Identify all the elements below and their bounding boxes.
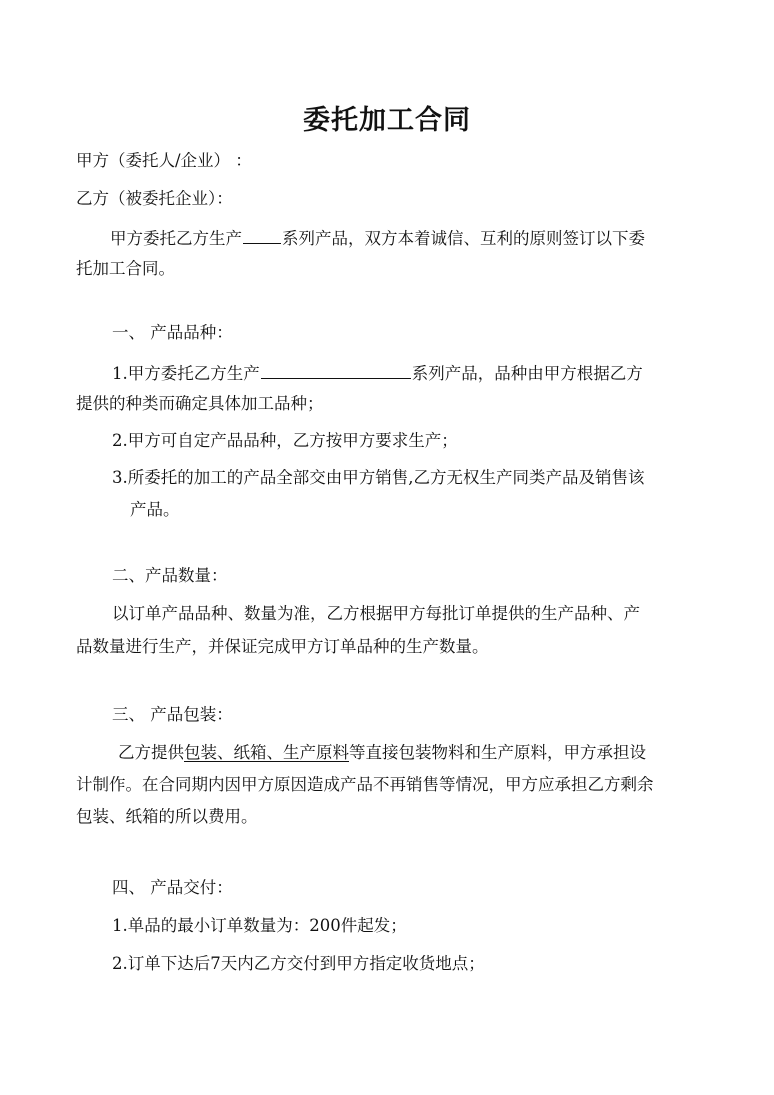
section-4-item-1: 1.单品的最小订单数量为：200件起发；: [112, 916, 407, 935]
section-1-item-2: 2.甲方可自定产品品种，乙方按甲方要求生产；: [112, 431, 458, 450]
section-2-heading: 二、产品数量：: [112, 566, 228, 585]
section-4-item-2: 2.订单下达后7天内乙方交付到甲方指定收货地点；: [112, 954, 485, 973]
section-1-item-1-text-b: 系列产品，品种由甲方根据乙方: [411, 364, 643, 383]
section-2-para-line-2: 品数量进行生产，并保证完成甲方订单品种的生产数量。: [76, 637, 489, 656]
section-1-item-1-line-2: 提供的种类而确定具体加工品种；: [76, 394, 324, 413]
section-3-text-b: 等直接包装物料和生产原料，甲方承担设: [349, 743, 646, 762]
section-1-heading: 一、 产品品种：: [112, 323, 233, 342]
intro-line-2: 托加工合同。: [76, 259, 175, 278]
section-1-item-1: [112, 361, 643, 385]
party-a-line: 甲方（委托人/企业） ：: [76, 151, 252, 170]
section-3-para-line-2: 计制作。在合同期内因甲方原因造成产品不再销售等情况，甲方应承担乙方剩余: [76, 775, 654, 794]
product-blank-short: [243, 226, 281, 244]
product-blank-long: [261, 361, 411, 379]
intro-line-1: [110, 226, 645, 250]
section-3-underlined-materials: 包装、纸箱、生产原料: [184, 743, 349, 762]
document-title: 委托加工合同: [303, 105, 471, 136]
section-1-item-1-text-a: 1.甲方委托乙方生产: [112, 364, 260, 383]
intro-text-part2: 系列产品，双方本着诚信、互利的原则签订以下委: [282, 229, 645, 248]
section-3-para-line-3: 包装、纸箱的所以费用。: [76, 807, 258, 826]
section-3-text-a: 乙方提供: [118, 743, 184, 762]
intro-text-part1: 甲方委托乙方生产: [110, 229, 242, 248]
section-4-heading: 四、 产品交付：: [112, 878, 233, 897]
section-2-para-line-1: 以订单产品品种、数量为准，乙方根据甲方每批订单提供的生产品种、产: [112, 604, 640, 623]
party-b-line: 乙方（被委托企业）：: [76, 189, 233, 208]
section-3-para-line-1: [118, 742, 646, 764]
section-1-item-3-line-2: 产品。: [130, 500, 180, 519]
section-3-heading: 三、 产品包装：: [112, 705, 233, 724]
section-1-item-3: 3.所委托的加工的产品全部交由甲方销售,乙方无权生产同类产品及销售该: [112, 468, 645, 487]
